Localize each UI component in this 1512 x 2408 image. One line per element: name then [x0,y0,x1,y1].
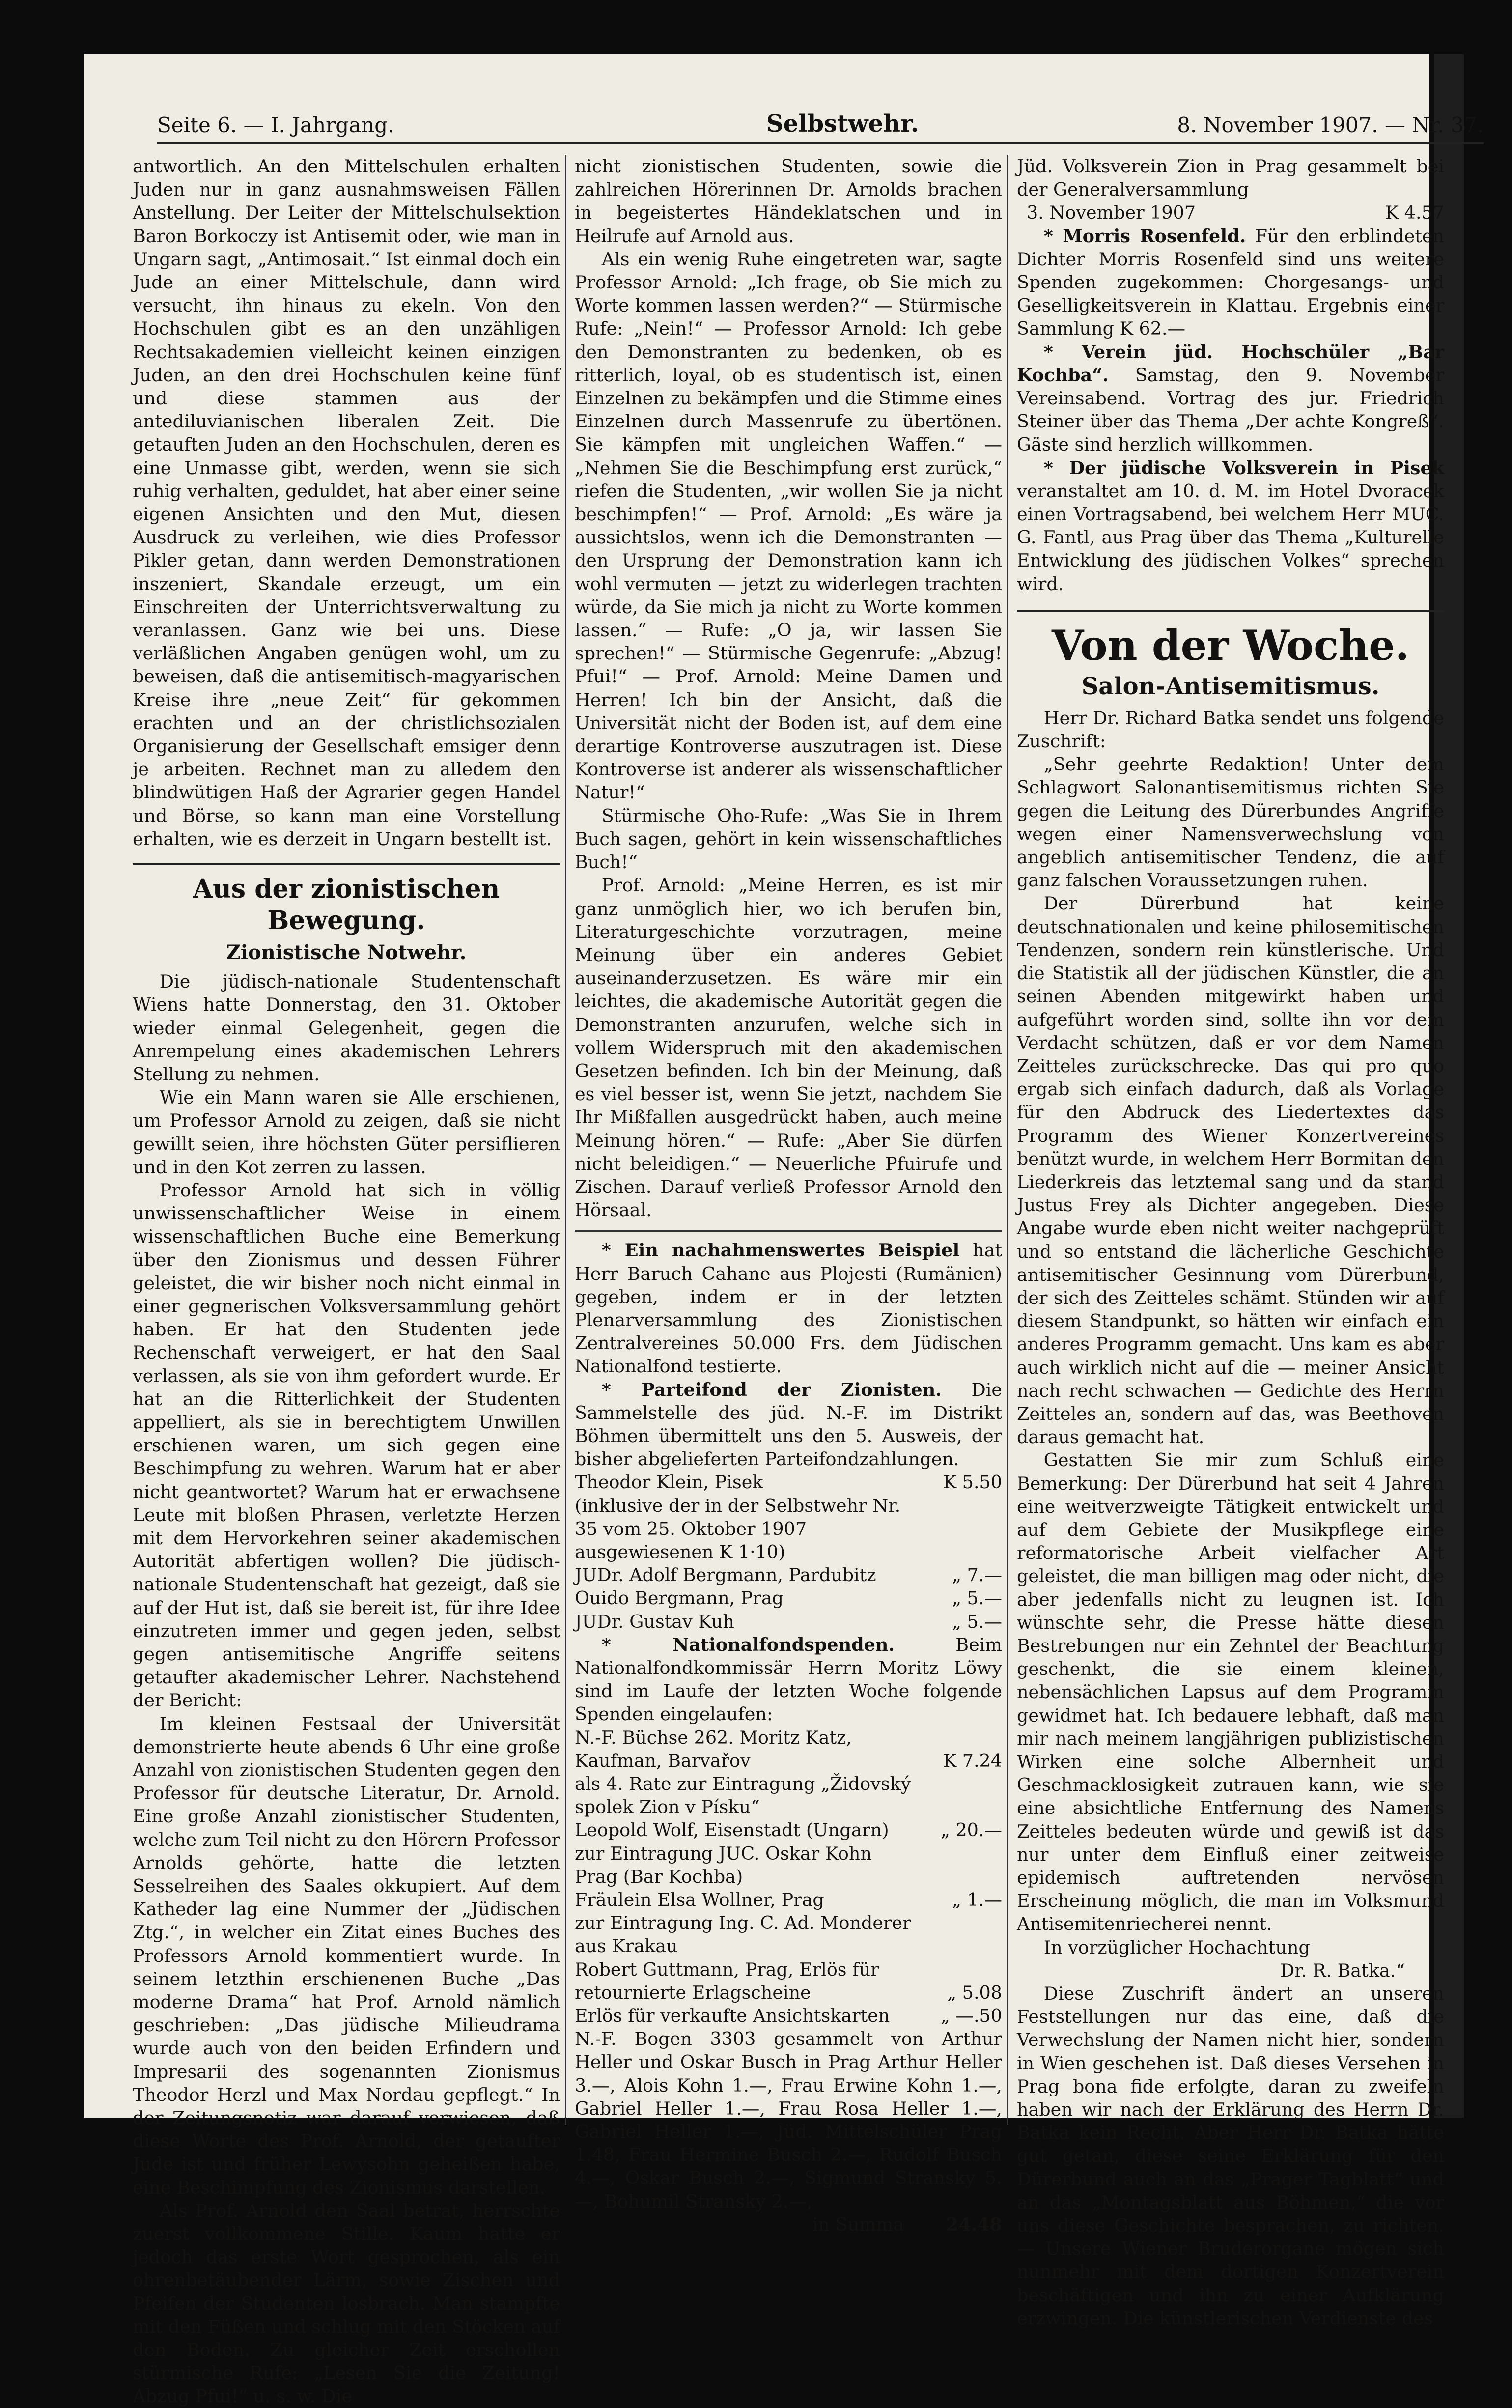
ledger-label: (inklusive der in der Selbstwehr Nr. 35 vom 25. Oktober 1907 ausgewiesenen K 1·10) [575,1495,901,1562]
notice-bar-kochba [1017,340,1444,456]
notice-national-fund [575,1633,1002,1726]
ledger-label: Robert Guttmann, Prag, Erlös für retournierte Erlagscheine [575,1958,879,2003]
paragraph: Diese Zuschrift ändert an unseren Feststellungen nur das eine, daß die Verwechslung der Namen nicht hier, sondern in Wien geschehen ist. Daß dieses Versehen in Prag bona fide erfolgte, daran zu zweifeln haben wir nach der Erklärung des Herrn Dr. Batka kein Recht. Aber Herr Dr. Batka hätte gut getan, diese seine Erklärung für den Dürerbund auch an das „Prager Tagblatt“ und an das „Montagsblatt aus Böhmen,“ die vor uns diese Geschichte besprachen, zu richten. — Unsere Wiener Bruderorgane mögen sich nunmehr mit dem dortigen Konzertverein beschäftigen und ihn zu einer Aufklärung erzwingen. Die künstlerischen Verdienste des [1017,1983,1444,2329]
ledger-label: Leopold Wolf, Eisenstadt (Ungarn) [575,1819,889,1841]
notice-text: veranstaltet am 10. d. M. im Hotel Dvoracek einen Vortragsabend, bei welchem Herr MUC. G. Fantl, aus Prag über das Thema „Kulturelle Entwicklung des jüdischen Volkes“ sprechen wird. [1017,480,1444,595]
paragraph: Im kleinen Festsaal der Universität demonstrierte heute abends 6 Uhr eine große Anzahl von zionistischen Studenten gegen den Professor für deutsche Literatur, Dr. Arnold. Eine große Anzahl zionistischer Studenten, welche zum Teil nicht zu den Hörern Professor Arnolds gehörte, hatte die letzten Sesselreihen des Saales okkupiert. Auf dem Katheder lag eine Nummer der „Jüdischen Ztg.“, in welcher ein Zitat eines Buches des Professors Arnold kommentiert wurde. In seinem letzthin erschienenen Buche „Das moderne Drama“ hat Prof. Arnold nämlich geschrieben: „Das jüdische Milieudrama wurde auch von den beiden Erfindern und Impresarii des sogenannten Zionismus Theodor Herzl und Max Nordau gepflegt.“ In der Zeitungsnotiz war darauf verwiesen, daß diese Worte des Prof. Arnold, der getaufter Jude ist und früher Lewysohn geheißen habe, eine Beschimpfung des Zionismus darstellen. [133,1713,560,2198]
total-amount: 24.48 [946,2213,1002,2235]
page-content [84,54,1484,2407]
ledger-amount: „ 1.— [952,1889,1002,1911]
paragraph: Wie ein Mann waren sie Alle erschienen, um Professor Arnold zu zeigen, daß sie nicht gewillt seien, ihre höchsten Güter persiflieren und in den Kot zerren zu lassen. [133,1087,560,1178]
ledger-amount: „ 7.— [952,1564,1002,1586]
column-2 [575,155,1003,2235]
ledger-label: Ouido Bergmann, Prag [575,1587,784,1609]
notice-text: hat Herr Baruch Cahane aus Plojesti (Rumänien) gegeben, indem er in der letzten Plenarversammlung des Zionistischen Zentralvereines 50.000 Frs. dem Jüdischen Nationalfond testierte. [575,1240,1003,1377]
ledger-row [575,1586,1002,1610]
notice-heading: * Ein nachahmenswertes Beispiel [601,1240,960,1261]
notice-pisek [1017,456,1444,595]
ledger-amount: „ 5.08 [947,1982,1002,2003]
zion-prague-collection: Jüd. Volksverein Zion in Prag gesammelt bei der Generalversammlung [1017,156,1444,200]
ledger-amount: K 4.57 [1385,202,1444,224]
ledger-row [575,1888,1002,1911]
ledger-row [1017,201,1444,224]
column-rule-1 [565,155,566,2125]
paragraph: Die jüdisch-nationale Studentenschaft Wiens hatte Donnerstag, den 31. Oktober wieder einmal Gelegenheit, gegen die Anrempelung eines akademischen Lehrers Stellung zu nehmen. [133,971,560,1085]
ledger-row [575,2213,1002,2236]
notice-rosenfeld [1017,225,1444,340]
donation-ledger-2 [575,1726,1002,2028]
paragraph: Herr Dr. Richard Batka sendet uns folgende Zuschrift: [1017,707,1444,752]
ledger-amount [919,1772,1002,1818]
ledger-total [575,2213,1002,2236]
ledger-row [575,1818,1002,1841]
ledger-row [575,1471,1002,1494]
masthead-title: Selbstwehr. [766,110,919,138]
paragraph: Prof. Arnold: „Meine Herren, es ist mir ganz unmöglich hier, wo ich berufen bin, Literaturgeschichte vorzutragen, meine Meinung über ein anderes Gebiet auseinanderzusetzen. Es wäre mir ein leichtes, die akademische Autorität gegen die Demonstranten anzurufen, welche sich in vollem Widerspruch mit den akademischen Gesetzen befinden. Ich bin der Meinung, daß es viel besser ist, wenn Sie jetzt, nachdem Sie Ihr Mißfallen ausgedrückt haben, auch meine Meinung hören.“ — Rufe: „Aber Sie dürfen nicht beleidigen.“ — Neuerliche Pfuirufe und Zischen. Darauf verließ Professor Arnold den Hörsaal. [575,875,1002,1221]
ledger-row [575,1842,1002,1888]
paragraph: Der Dürerbund hat keine deutschnationalen und keine philosemitischen Tendenzen, sondern rein künstlerische. Und die Statistik all der jüdischen Künstler, die an seinen Abenden mitgewirkt haben und aufgeführt worden sind, sollte ihn vor dem Verdacht schützen, daß er vor dem Namen Zeitteles zurückschrecke. Das qui pro quo ergab sich einfach dadurch, daß als Vorlage für den Abdruck des Liedertextes das Programm des Wiener Konzertvereines benützt wurde, in welchem Herr Bormitan den Liederkreis das letztemal sang und da stand Justus Frey als Dichter angegeben. Diese Angabe wurde eben nicht weiter nachgeprüft und so entstand die lächerliche Geschichte antisemitischer Gesinnung vom Dürerbund, der sich des Zeitteles schämt. Stünden wir auf diesem Standpunkt, so hätten wir einfach ein anderes Programm gemacht. Uns kam es aber auch wirklich nicht auf die — meiner Ansicht nach recht schwachen — Gedichte des Herrn Zeitteles an, sondern auf das, was Beethoven daraus gemacht hat. [1017,893,1444,1448]
paragraph: Professor Arnold hat sich in völlig unwissenschaftlicher Weise in einem wissenschaftlichen Buche eine Bemerkung über den Zionismus und dessen Führer geleistet, die wir bisher noch nicht einmal in einer gegnerischen Volksversammlung gehört haben. Er hat den Studenten jede Rechenschaft verweigert, er hat den Saal verlassen, als sie von ihm gefordert wurde. Er hat an die Ritterlichkeit der Studenten appelliert, als sie in berechtigtem Unwillen erschienen waren, um sich gegen eine Beschimpfung zu wehren. Warum hat er aber nicht geantwortet? Warum hat er erwachsene Leute mit bloßen Phrasen, verletzte Herzen mit dem Hervorkehren seiner akademischen Autorität abfertigen wollen? Die jüdisch-nationale Studentenschaft hat gezeigt, daß sie auf der Hut ist, daß sie bereit ist, für ihre Idee einzutreten immer und gegen jeden, selbst gegen antisemitische Angriffe seitens getaufter akademischer Lehrer. Nachstehend der Bericht: [133,1179,560,1711]
total-label: in Summa [812,2213,904,2235]
ledger-label: Theodor Klein, Pisek [575,1472,763,1493]
column-3 [1017,155,1444,2329]
ledger-label: zur Eintragung JUC. Oskar Kohn Prag (Bar Kochba) [575,1842,872,1887]
notice-heading: * Parteifond der Zionisten. [601,1379,942,1400]
collection-sheet-list: N.-F. Bogen 3303 gesammelt von Arthur Heller und Oskar Busch in Prag Arthur Heller 3.—, Alois Kohn 1.—, Frau Erwine Kohn 1.—, Gabriel Heller 1.—, Frau Rosa Heller 1.—, Gabriel Heller 1.—, Jüd. Mittelschüler Prag 1.48, Frau Hermine Busch 2.—, Rudolf Busch 4.—, Oskar Busch 2.—, Sigmund Stransky 5.—, Bohumil Stransky 2.—, [575,2028,1002,2212]
ledger-label: zur Eintragung Ing. C. Ad. Monderer aus Krakau [575,1912,911,1957]
notice-example [575,1239,1002,1378]
ledger-amount [919,1494,1002,1564]
notice-text: Beim Nationalfondkommissär Herrn Moritz Löwy sind im Laufe der letzten Woche folgende Spenden eingelaufen: [575,1634,1002,1725]
header-date-issue: 8. November 1907. — Nr. 37. [1177,113,1484,137]
ledger-label: Erlös für verkaufte Ansichtskarten [575,2005,890,2027]
paragraph: „Sehr geehrte Redaktion! Unter dem Schlagwort Salonantisemitismus richten Sie gegen die Leitung des Dürerbundes Angriffe wegen einer Namensverwechslung von angeblich antisemitischer Tendenz, die auf ganz falschen Voraussetzungen ruhen. [1017,754,1444,891]
header-page-info: Seite 6. — I. Jahrgang. [157,113,394,137]
notice-text: Die Sammelstelle des jüd. N.-F. im Distrikt Böhmen übermittelt uns den 5. Ausweis, der bisher abgelieferten Parteifondzahlungen. [575,1379,1002,1470]
ledger-amount [919,1911,1002,1957]
letter-signature: Dr. R. Batka.“ [1280,1959,1405,1981]
ledger-amount: „ 5.— [952,1587,1002,1609]
notice-heading: * Morris Rosenfeld. [1043,225,1246,247]
ledger-amount: K 5.50 [943,1472,1002,1493]
divider [575,1230,1002,1232]
ledger-row [575,1726,1002,1772]
article-title-salon-antisemitism: Salon-Antisemitismus. [1081,672,1380,700]
ledger-label: JUDr. Gustav Kuh [575,1611,734,1632]
notice-heading: * Verein jüd. Hochschüler „Bar Kochba“. [1017,341,1444,386]
notice-party-fund [575,1378,1002,1471]
closing-salutation: In vorzüglicher Hochachtung [1043,1936,1310,1958]
ledger-row [575,1563,1002,1586]
column-rule-2 [1007,155,1008,2125]
ledger-row [575,1772,1002,1818]
ledger-label: Fräulein Elsa Wollner, Prag [575,1889,824,1911]
section-heading-of-the-week: Von der Woche. [1017,610,1444,669]
ledger-row [575,1494,1002,1564]
ledger-amount: „ 20.— [940,1819,1002,1841]
paragraph: Stürmische Oho-Rufe: „Was Sie in Ihrem Buch sagen, gehört in kein wissenschaftliches Buch!“ [575,805,1002,873]
paragraph: nicht zionistischen Studenten, sowie die zahlreichen Hörerinnen Dr. Arnolds brachen in begeistertes Händeklatschen und in Heilrufe auf Arnold aus. [575,156,1002,247]
article-title-zionist-defense: Zionistische Notwehr. [226,941,467,964]
ledger-label: 3. November 1907 [1027,202,1196,224]
paragraph: Als ein wenig Ruhe eingetreten war, sagte Professor Arnold: „Ich frage, ob Sie mich zu Worte kommen lassen werden?“ — Stürmische Rufe: „Nein!“ — Professor Arnold: Ich gebe den Demonstranten zu bedenken, ob es ritterlich, loyal, ob es studentisch ist, einen Einzelnen zu bekämpfen und die Stimme eines Einzelnen durch Massenrufe zu übertönen. Sie kämpfen mit ungleichen Waffen.“ — „Nehmen Sie die Beschimpfung erst zurück,“ riefen die Studenten, „wir wollen Sie ja nicht beschimpfen!“ — Prof. Arnold: „Es wäre ja aussichtslos, wenn ich die Demonstranten — den Ursprung der Demonstration kann ich wohl vermuten — jetzt zu widerlegen trachten würde, da Sie mich ja nicht zu Worte kommen lassen.“ — Rufe: „O ja, wir lassen Sie sprechen!“ — Stürmische Gegenrufe: „Abzug! Pfui!“ — Prof. Arnold: Meine Damen und Herren! Ich bin der Ansicht, daß die Universität nicht der Boden ist, auf dem eine derartige Kontroverse auszutragen ist. Diese Kontroverse ist anderer als wissenschaftlicher Natur!“ [575,248,1002,803]
ledger-amount [919,1842,1002,1888]
ledger-amount: „ 5.— [952,1611,1002,1632]
ledger-amount: K 7.24 [943,1750,1002,1771]
paragraph: Gestatten Sie mir zum Schluß eine Bemerkung: Der Dürerbund hat seit 4 Jahren eine weitverzweigte Tätigkeit entwickelt und auf dem Gebiete der Musikpflege eine reformatorische Arbeit vielfacher Art geleistet, die man billigen mag oder nicht, die aber jedenfalls nicht zu leugnen ist. Ich wünschte sehr, die Presse hätte diesen Bestrebungen nur ein Zehntel der Beachtung geschenkt, die sie einem kleinen, nebensächlichen Lapsus auf dem Programm gewidmet hat. Ich bedauere lebhaft, daß man mir nach meinem langjährigen publizistischen Wirken eine solche Albernheit und Geschmacklosigkeit zutrauen kann, wie sie eine absichtliche Entfernung des Namens Zeitteles bedeuten würde und gewiß ist das nur unter dem Einfluß einer zeitweise epidemisch auftretenden nervösen Erscheinung möglich, die man im Volksmund Antisemitenriecherei nennt. [1017,1449,1444,1935]
article-hungary-end: antwortlich. An den Mittelschulen erhalten Juden nur in ganz ausnahmsweisen Fällen Anstellung. Der Leiter der Mittelschulsektion Baron Borkoczy ist Antisemit oder, wie man in Ungarn sagt, „Antimosait.“ Ist einmal doch ein Jude an einer Mittelschule, dann wird versucht, ihn hinaus zu ekeln. Von den Hochschulen gibt es an den unzähligen Rechtsakademien vielleicht keinen einzigen Juden, an den drei Hochschulen keine fünf und diese stammen aus der antediluvianischen liberalen Zeit. Die getauften Juden an den Hochschulen, deren es eine Unmasse gibt, werden, wenn sie sich ruhig verhalten, geduldet, hat aber einer seine eigenen Ansichten und den Mut, diesen Ausdruck zu verleihen, wie dies Professor Pikler getan, dann werden Demonstrationen inszeniert, Skandale erzeugt, um ein Einschreiten der Unterrichtsverwaltung zu veranlassen. Ganz wie bei uns. Diese verläßlichen Angaben genügen wohl, um zu beweisen, daß die antisemitisch-magyarischen Kreise ihre „neue Zeit“ für gekommen erachten und an der christlichsozialen Organisierung der Gesellschaft emsiger denn je arbeiten. Rechnet man zu alledem den blindwütigen Haß der Agrarier gegen Handel und Börse, so kann man eine Vorstellung erhalten, wie es derzeit in Ungarn bestellt ist. [133,156,560,850]
donation-ledger-1 [575,1471,1002,1633]
ledger-row [575,1610,1002,1633]
section-heading-zionist-movement: Aus der zionistischen Bewegung. [133,863,560,936]
ledger-label: als 4. Rate zur Eintragung „Židovský spolek Zion v Písku“ [575,1773,911,1818]
ledger-label: JUDr. Adolf Bergmann, Pardubitz [575,1564,876,1586]
paragraph: Als Prof. Arnold den Saal betrat, herrschte zuerst vollkommene Stille. Kaum hatte er jedoch das erste Wort gesprochen, als ein ohrenbetäubender Lärm, sowie Zischen und Pfeifen der Studenten losbrach. Man stampfte mit den Füßen und schlug mit den Stöcken auf den Boden. Zu gleicher Zeit erschollen stürmische Rufe: „Lesen Sie die Zeitung! Abzug Pfui!“ u. s. w. Die [133,2200,560,2407]
ledger-row [575,1958,1002,2004]
column-1 [133,155,560,2407]
ledger-row [575,2004,1002,2027]
notice-text: Für den erblindeten Dichter Morris Rosenfeld sind uns weitere Spenden zugekommen: Chorgesangs- und Geselligkeitsverein in Klattau. Ergebnis einer Sammlung K 62.— [1017,225,1444,340]
notice-heading: * Der jüdische Volksverein in Pisek [1043,457,1444,479]
ledger-row [575,1911,1002,1957]
ledger-amount: „ —.50 [940,2005,1002,2027]
notice-heading: * Nationalfondspenden. [601,1634,895,1655]
ledger-label: N.-F. Büchse 262. Moritz Katz, Kaufman, Barvařov [575,1727,852,1771]
zion-collection-amount [1017,201,1444,224]
page-header [157,103,1484,144]
notice-text: Samstag, den 9. November Vereinsabend. Vortrag des jur. Friedrich Steiner über das Thema „Der achte Kongreß“. Gäste sind herzlich willkommen. [1017,364,1444,455]
